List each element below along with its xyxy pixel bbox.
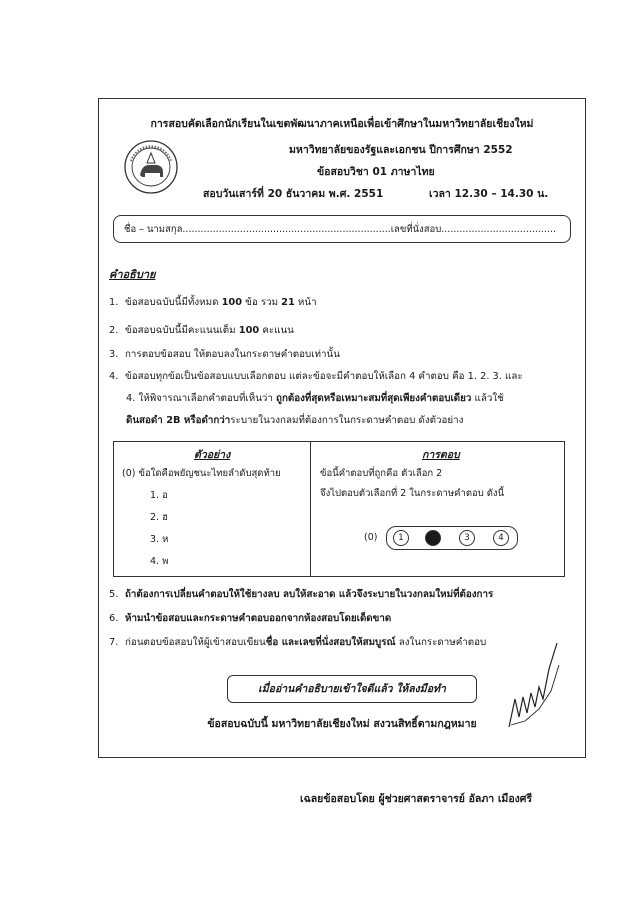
answer-bubble-row (386, 526, 518, 550)
instruction-2: 2. ข้อสอบฉบับนี้มีคะแนนเต็ม 100 คะแนน (109, 325, 294, 336)
instruction-6: 6. ห้ามนำข้อสอบและกระดาษคำตอบออกจากห้องสอบโดยเด็ดขาด (109, 613, 392, 624)
name-seat-field[interactable]: ชื่อ – นามสกุล.....................................................................เลขที่นั่งสอบ...................................... (113, 215, 571, 243)
exam-subtitle: มหาวิทยาลัยของรัฐและเอกชน ปีการศึกษา 2552 (289, 144, 513, 156)
example-divider (310, 442, 311, 576)
example-choice: 4. พ (150, 556, 169, 567)
answer-explanation-1: ข้อนี้คำตอบที่ถูกคือ ตัวเลือก 2 (320, 468, 443, 479)
answer-bubble-4: 4 (493, 530, 509, 546)
answer-bubble-2-filled (425, 530, 441, 546)
answer-item-label: (0) (364, 532, 378, 543)
exam-cover-frame (98, 98, 586, 758)
answer-bubble-3: 3 (459, 530, 475, 546)
instruction-4-cont-2: ดินสอดำ 2B หรือดำกว่าระบายในวงกลมที่ต้องการในกระดาษคำตอบ ดังตัวอย่าง (126, 415, 464, 426)
example-choice: 3. ห (150, 534, 169, 545)
exam-subject: ข้อสอบวิชา 01 ภาษาไทย (317, 166, 435, 178)
answer-explanation-2: จึงไปตอบตัวเลือกที่ 2 ในกระดาษคำตอบ ดังนี้ (320, 488, 505, 499)
answer-bubble-1: 1 (393, 530, 409, 546)
answered-by: เฉลยข้อสอบโดย ผู้ช่วยศาสตราจารย์ อัลภา เมืองศรี (300, 793, 533, 805)
exam-date: สอบวันเสาร์ที่ 20 ธันวาคม พ.ศ. 2551 (203, 188, 384, 200)
instruction-1: 1. ข้อสอบฉบับนี้มีทั้งหมด 100 ข้อ รวม 21 หน้า (109, 297, 317, 308)
instruction-4-cont-1: 4. ให้พิจารณาเลือกคำตอบที่เห็นว่า ถูกต้องที่สุดหรือเหมาะสมที่สุดเพียงคำตอบเดียว แล้วใช้ (126, 393, 504, 404)
instruction-7: 7. ก่อนตอบข้อสอบให้ผู้เข้าสอบเขียนชื่อ และเลขที่นั่งสอบให้สมบูรณ์ ลงในกระดาษคำตอบ (109, 637, 487, 648)
instructions-title: คำอธิบาย (109, 268, 156, 281)
example-choice: 1. อ (150, 490, 168, 501)
example-box (113, 441, 565, 577)
instruction-3: 3. การตอบข้อสอบ ให้ตอบลงในกระดาษคำตอบเท่านั้น (109, 349, 340, 360)
instruction-4: 4. ข้อสอบทุกข้อเป็นข้อสอบแบบเลือกตอบ แต่ละข้อจะมีคำตอบให้เลือก 4 คำตอบ คือ 1. 2. 3. และ (109, 371, 523, 382)
example-choice: 2. ฮ (150, 512, 168, 523)
instruction-5: 5. ถ้าต้องการเปลี่ยนคำตอบให้ใช้ยางลบ ลบให้สะอาด แล้วจึงระบายในวงกลมใหม่ที่ต้องการ (109, 589, 494, 600)
copyright-notice: ข้อสอบฉบับนี้ มหาวิทยาลัยเชียงใหม่ สงวนสิทธิ์ตามกฎหมาย (207, 718, 477, 730)
example-question: (0) ข้อใดคือพยัญชนะไทยลำดับสุดท้าย (122, 468, 281, 479)
exam-title: การสอบคัดเลือกนักเรียนในเขตพัฒนาภาคเหนือเพื่อเข้าศึกษาในมหาวิทยาลัยเชียงใหม่ (150, 118, 534, 130)
example-title: ตัวอย่าง (194, 449, 231, 461)
answer-title: การตอบ (422, 449, 460, 461)
university-seal-icon (123, 139, 179, 195)
exam-time: เวลา 12.30 – 14.30 น. (429, 188, 549, 200)
start-callout: เมื่ออ่านคำอธิบายเข้าใจดีแล้ว ให้ลงมือทำ (227, 675, 477, 703)
